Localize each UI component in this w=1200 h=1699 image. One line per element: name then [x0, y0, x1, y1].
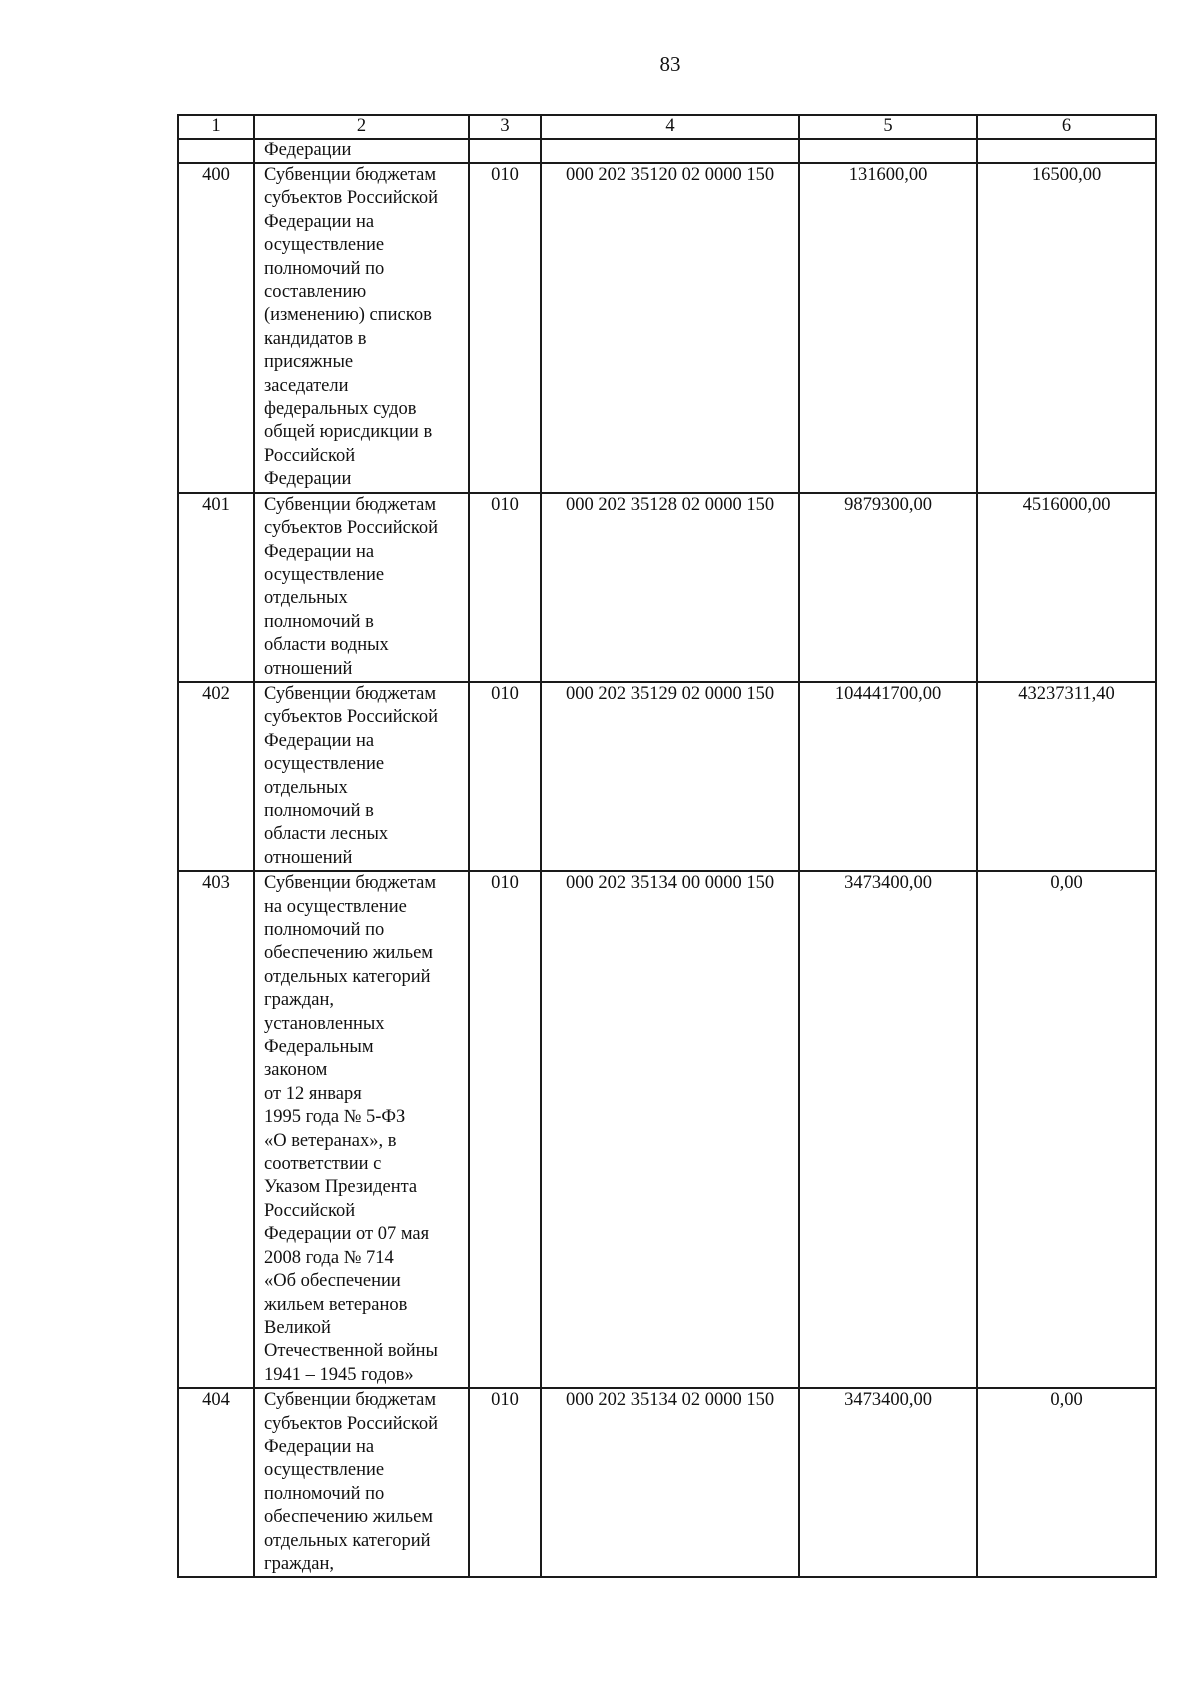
row-name-line: обеспечению жильем — [264, 943, 433, 964]
row-amount-6: 0,00 — [977, 871, 1156, 1388]
row-name-line: «Об обеспечении — [264, 1271, 401, 1292]
row-amount-5: 9879300,00 — [799, 493, 977, 682]
table-row — [178, 682, 1156, 871]
row-amount-5: 3473400,00 — [799, 1388, 977, 1577]
row-number: 402 — [178, 682, 254, 871]
row-name-line: Федерации на — [264, 730, 375, 751]
row-name-line: субъектов Российской — [264, 188, 439, 209]
row-name-line: 1995 года № 5-ФЗ — [264, 1107, 406, 1128]
row-name-line: Федеральным — [264, 1037, 374, 1058]
row-name-line: отдельных — [264, 777, 348, 798]
row-kbk: 000 202 35134 00 0000 150 — [541, 871, 799, 1388]
row-name-line: 1941 – 1945 годов» — [264, 1364, 414, 1385]
row-name-line: осуществление — [264, 564, 385, 585]
row-name-line: жильем ветеранов — [264, 1294, 408, 1315]
column-header-6: 6 — [977, 115, 1156, 139]
row-code: 010 — [469, 682, 541, 871]
row-name-line: обеспечению жильем — [264, 1507, 433, 1528]
row-name — [254, 682, 469, 871]
row-number: 401 — [178, 493, 254, 682]
column-header-4: 4 — [541, 115, 799, 139]
row-amount-5: 131600,00 — [799, 163, 977, 493]
row-name — [254, 1388, 469, 1577]
table-row — [178, 1388, 1156, 1577]
column-header-5: 5 — [799, 115, 977, 139]
row-name — [254, 163, 469, 493]
row-code: 010 — [469, 1388, 541, 1577]
header-row — [178, 115, 1156, 139]
row-name-line: субъектов Российской — [264, 1413, 439, 1434]
row-name-line: установленных — [264, 1013, 385, 1034]
row-name-line: Великой — [264, 1317, 331, 1338]
row-name-line: субъектов Российской — [264, 707, 439, 728]
row-amount-6: 0,00 — [977, 1388, 1156, 1577]
row-name-line: Федерации от 07 мая — [264, 1224, 430, 1245]
row-name-line: Федерации на — [264, 1436, 375, 1457]
row-name-line: полномочий по — [264, 1483, 385, 1504]
row-name-line: субъектов Российской — [264, 518, 439, 539]
row-name-line: Субвенции бюджетам — [264, 165, 437, 185]
row-name-line: граждан, — [264, 990, 334, 1011]
row-kbk: 000 202 35128 02 0000 150 — [541, 493, 799, 682]
row-name-line: «О ветеранах», в — [264, 1130, 397, 1151]
row-name-line: отдельных — [264, 588, 348, 609]
row-name-line: отдельных категорий — [264, 966, 431, 987]
row-name-line: Российской — [264, 1200, 356, 1221]
row-name-line: граждан, — [264, 1553, 334, 1574]
row-kbk: 000 202 35120 02 0000 150 — [541, 163, 799, 493]
table-row — [178, 493, 1156, 682]
row-name-line: отношений — [264, 847, 353, 868]
row-number: 400 — [178, 163, 254, 493]
row-name-line: полномочий по — [264, 920, 385, 940]
row-amount-6: 16500,00 — [977, 163, 1156, 493]
column-header-2: 2 — [254, 115, 469, 139]
row-name-line: на осуществление — [264, 896, 407, 917]
row-name-line: полномочий в — [264, 611, 374, 632]
row-code: 010 — [469, 163, 541, 493]
row-name-line: Федерации на — [264, 541, 375, 562]
row-name — [254, 493, 469, 682]
table-row — [178, 871, 1156, 1388]
row-name-line: Отечественной войны — [264, 1341, 438, 1362]
row-name-line: присяжные — [264, 352, 354, 373]
row-name-line: 2008 года № 714 — [264, 1247, 394, 1268]
row-name-line: общей юрисдикции в — [264, 422, 433, 443]
row-name-line: полномочий в — [264, 800, 374, 821]
row-name-line: от 12 января — [264, 1083, 362, 1104]
row-name — [254, 871, 469, 1388]
row-kbk: 000 202 35129 02 0000 150 — [541, 682, 799, 871]
row-number: 404 — [178, 1388, 254, 1577]
row-name-line: соответствии с — [264, 1154, 382, 1175]
continuation-text: Федерации — [254, 139, 469, 163]
row-name-line: Субвенции бюджетам — [264, 494, 437, 515]
row-code: 010 — [469, 871, 541, 1388]
page-number: 83 — [659, 52, 681, 76]
row-name-line: заседатели — [264, 375, 349, 396]
row-name-line: Субвенции бюджетам — [264, 1390, 437, 1411]
row-name-line: Федерации на — [264, 211, 375, 232]
column-header-1: 1 — [178, 115, 254, 139]
row-name-line: осуществление — [264, 1460, 385, 1481]
table-row — [178, 163, 1156, 493]
column-header-3: 3 — [469, 115, 541, 139]
row-name-line: Субвенции бюджетам — [264, 683, 437, 704]
row-name-line: Российской — [264, 445, 356, 466]
row-name-line: области водных — [264, 635, 389, 656]
row-amount-6: 4516000,00 — [977, 493, 1156, 682]
row-name-line: полномочий по — [264, 258, 385, 279]
row-kbk: 000 202 35134 02 0000 150 — [541, 1388, 799, 1577]
row-number: 403 — [178, 871, 254, 1388]
row-amount-5: 3473400,00 — [799, 871, 977, 1388]
row-amount-5: 104441700,00 — [799, 682, 977, 871]
budget-table — [177, 114, 1157, 1578]
row-name-line: Федерации — [264, 469, 352, 490]
continuation-row — [178, 139, 1156, 163]
row-name-line: осуществление — [264, 235, 385, 256]
row-name-line: отношений — [264, 658, 353, 679]
row-name-line: (изменению) списков — [264, 305, 432, 326]
row-name-line: федеральных судов — [264, 399, 417, 420]
row-amount-6: 43237311,40 — [977, 682, 1156, 871]
row-name-line: области лесных — [264, 824, 389, 845]
row-name-line: Указом Президента — [264, 1177, 418, 1198]
row-name-line: кандидатов в — [264, 328, 367, 349]
row-name-line: законом — [264, 1060, 328, 1081]
row-name-line: отдельных категорий — [264, 1530, 431, 1551]
row-code: 010 — [469, 493, 541, 682]
row-name-line: составлению — [264, 282, 367, 303]
row-name-line: Субвенции бюджетам — [264, 873, 437, 894]
row-name-line: осуществление — [264, 754, 385, 775]
